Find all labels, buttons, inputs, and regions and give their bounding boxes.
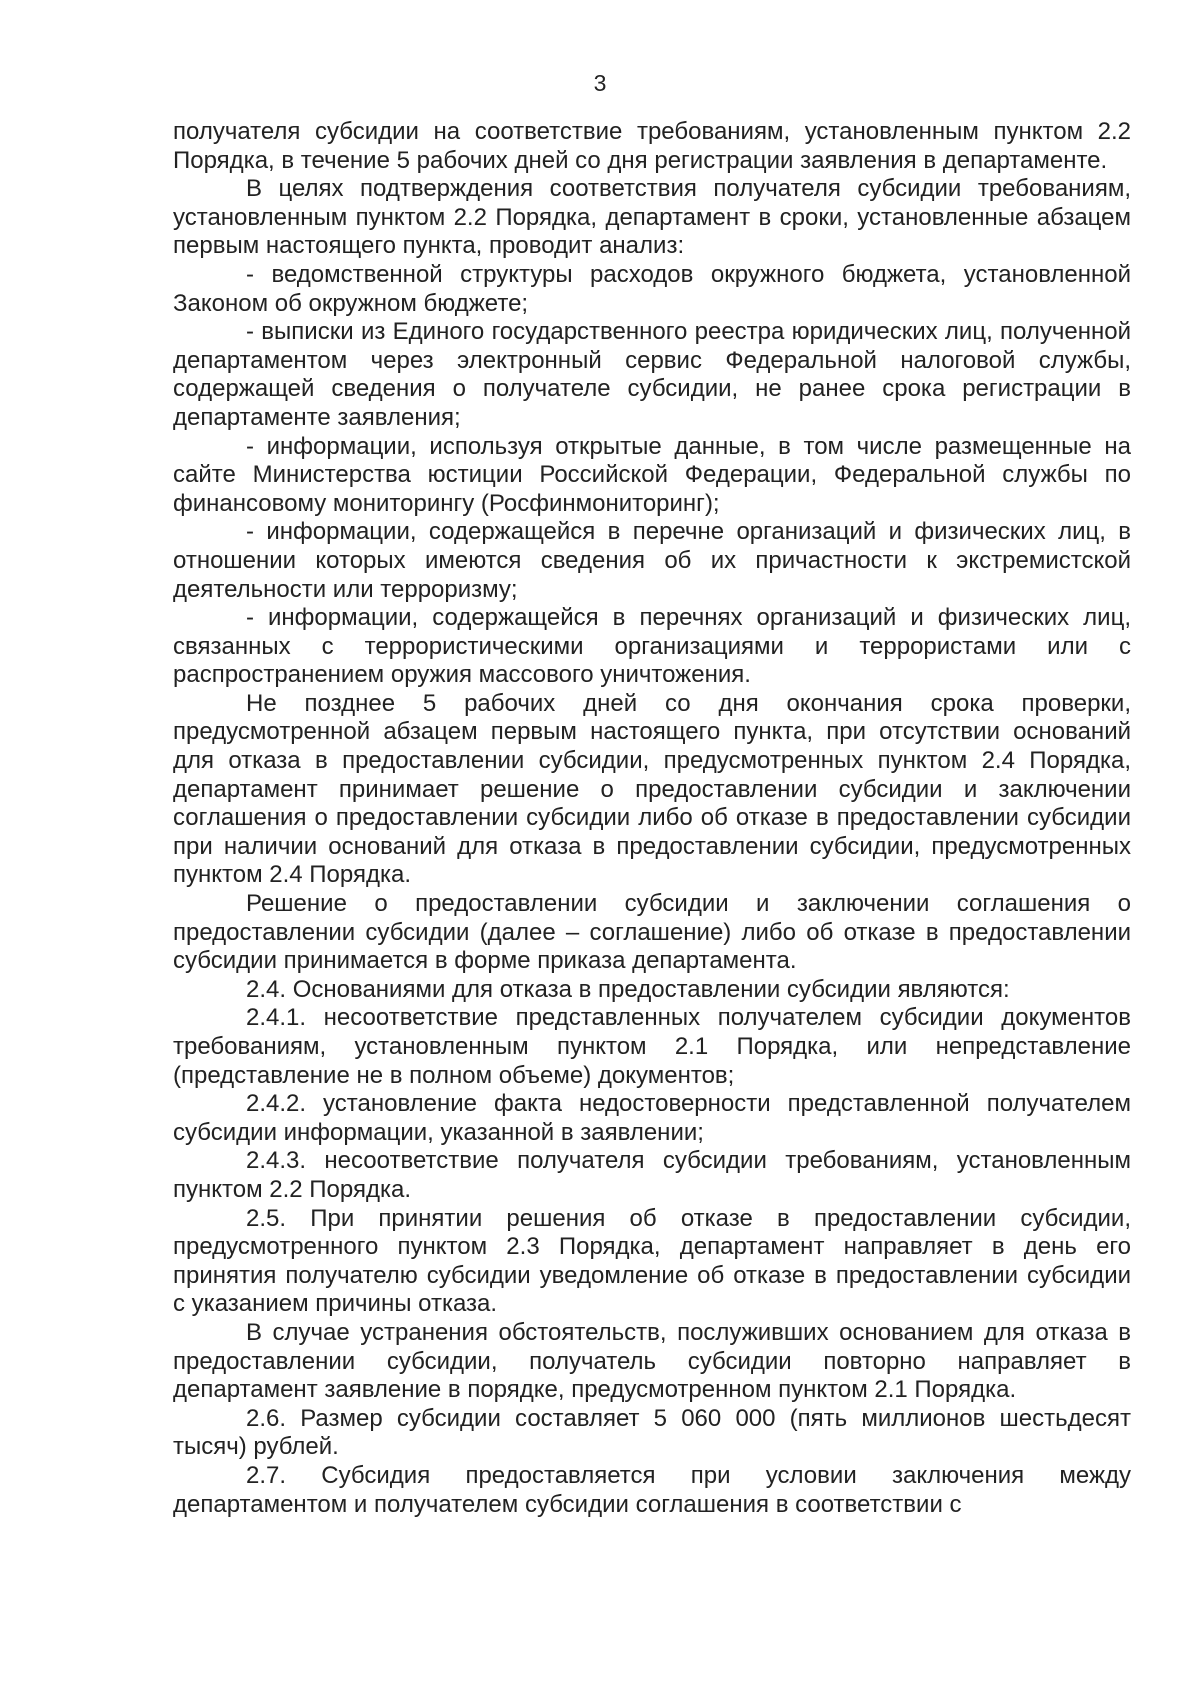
clause-2-7: 2.7. Субсидия предоставляется при условии заключения между департаментом и получателем субсидии соглашения в соответствии с xyxy=(173,1461,1131,1518)
clause-2-6: 2.6. Размер субсидии составляет 5 060 000 (пять миллионов шестьдесят тысяч) рублей. xyxy=(173,1404,1131,1461)
clause-2-5: 2.5. При принятии решения об отказе в предоставлении субсидии, предусмотренного пунктом 2.3 Порядка, департамент направляет в день его принятия получателю субсидии уведомление об отказе в предоставлении субсидии с указанием причины отказа. xyxy=(173,1204,1131,1318)
list-item-terrorism-list: - информации, содержащейся в перечнях организаций и физических лиц, связанных с террористическими организациями и террористами или с распространением оружия массового уничтожения. xyxy=(173,604,1131,689)
page-number: 3 xyxy=(593,70,607,96)
paragraph-resubmission: В случае устранения обстоятельств, послуживших основанием для отказа в предоставлении субсидии, получатель субсидии повторно направляет в департамент заявление в порядке, предусмотренном пунктом 2.1 Порядка. xyxy=(173,1318,1131,1404)
paragraph-continuation: получателя субсидии на соответствие требованиям, установленным пунктом 2.2 Порядка, в течение 5 рабочих дней со дня регистрации заявления в департаменте. xyxy=(173,118,1131,174)
paragraph-decision-deadline: Не позднее 5 рабочих дней со дня окончания срока проверки, предусмотренной абзацем первым настоящего пункта, при отсутствии оснований для отказа в предоставлении субсидии, предусмотренных пунктом 2.4 Порядка, департамент принимает решение о предоставлении субсидии и заключении соглашения о предоставлении субсидии либо об отказе в предоставлении субсидии при наличии оснований для отказа в предоставлении субсидии, предусмотренных пунктом 2.4 Порядка. xyxy=(173,689,1131,889)
list-item-egrul-extract: - выписки из Единого государственного реестра юридических лиц, полученной департаментом через электронный сервис Федеральной налоговой службы, содержащей сведения о получателе субсидии, не ранее срока регистрации в департаменте заявления; xyxy=(173,318,1131,431)
list-item-budget-structure: - ведомственной структуры расходов окружного бюджета, установленной Законом об окружном бюджете; xyxy=(173,260,1131,317)
paragraph-decision-form: Решение о предоставлении субсидии и заключении соглашения о предоставлении субсидии (далее – соглашение) либо об отказе в предоставлении субсидии принимается в форме приказа департамента. xyxy=(173,890,1131,975)
list-item-open-data: - информации, используя открытые данные, в том числе размещенные на сайте Министерства юстиции Российской Федерации, Федеральной службы по финансовому мониторингу (Росфинмониторинг); xyxy=(173,432,1131,517)
clause-2-4-1: 2.4.1. несоответствие представленных получателем субсидии документов требованиям, установленным пунктом 2.1 Порядка, или непредставление (представление не в полном объеме) документов; xyxy=(173,1004,1131,1089)
clause-2-4-3: 2.4.3. несоответствие получателя субсидии требованиям, установленным пунктом 2.2 Порядка. xyxy=(173,1147,1131,1203)
clause-2-4-2: 2.4.2. установление факта недостоверности представленной получателем субсидии информации, указанной в заявлении; xyxy=(173,1090,1131,1146)
paragraph-verification-intro: В целях подтверждения соответствия получателя субсидии требованиям, установленным пунктом 2.2 Порядка, департамент в сроки, установленные абзацем первым настоящего пункта, проводит анализ: xyxy=(173,175,1131,260)
list-item-extremism-list: - информации, содержащейся в перечне организаций и физических лиц, в отношении которых имеются сведения об их причастности к экстремистской деятельности или терроризму; xyxy=(173,518,1131,603)
clause-2-4-heading: 2.4. Основаниями для отказа в предоставлении субсидии являются: xyxy=(246,975,1010,1003)
document-body xyxy=(173,118,1131,1519)
